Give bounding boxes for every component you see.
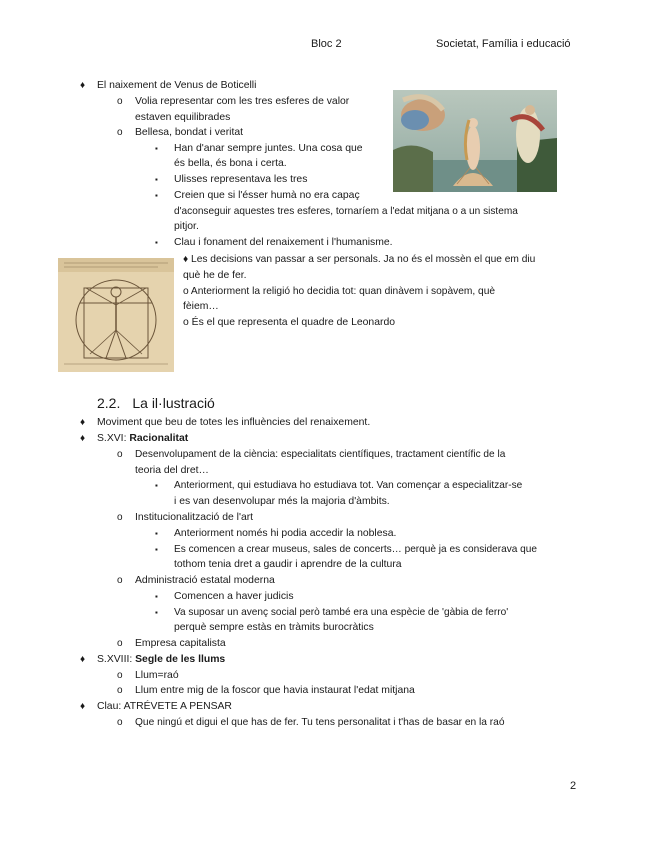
leo-line4: fèiem…	[183, 301, 219, 312]
square-bullet: ▪	[155, 529, 158, 538]
venus-b3-line3: pitjor.	[174, 221, 199, 232]
circle-bullet: o	[117, 670, 123, 681]
leo-line1: ♦ Les decisions van passar a ser personals. Ja no és el mossèn el que em diu	[183, 254, 536, 265]
venus-b1-line2: és bella, és bona i certa.	[174, 158, 287, 169]
square-bullet: ▪	[155, 238, 158, 247]
ningu-line: Que ningú et digui el que has de fer. Tu tens personalitat i t'has de basar en la raó	[135, 717, 505, 728]
sxviii-line	[97, 652, 225, 667]
square-bullet: ▪	[155, 175, 158, 184]
circle-bullet: o	[117, 96, 123, 107]
avenc-line2: perquè sempre estàs en tràmits burocràtics	[174, 622, 374, 633]
square-bullet: ▪	[155, 144, 158, 153]
ciencia-line1: Desenvolupament de la ciència: especialitats científiques, tractament científic de la	[135, 449, 506, 460]
llum2-line: Llum entre mig de la foscor que havia instaurat l'edat mitjana	[135, 685, 415, 696]
square-bullet: ▪	[155, 592, 158, 601]
anteriorment-line1: Anteriorment, qui estudiava ho estudiava tot. Van començar a especialitzar-se	[174, 480, 523, 491]
venus-b3-line2: d'aconseguir aquestes tres esferes, tornaríem a l'edat mitjana o a un sistema	[174, 206, 518, 217]
leo-line2: què he de fer.	[183, 270, 247, 281]
museus-line1: Es comencen a crear museus, sales de concerts… perquè ja es considerava que	[174, 544, 538, 555]
venus-b1-line1: Han d'anar sempre juntes. Una cosa que	[174, 143, 363, 154]
avenc-line1: Va suposar un avenç social però també era una espècie de 'gàbia de ferro'	[174, 607, 509, 618]
sxviii-bold: Segle de les llums	[135, 654, 226, 665]
square-bullet: ▪	[155, 481, 158, 490]
diamond-bullet: ♦	[80, 417, 86, 428]
page-number: 2	[570, 780, 577, 792]
vitruvian-man-image	[58, 258, 174, 372]
sxviii-prefix: S.XVIII:	[97, 654, 136, 665]
moviment-line: Moviment que beu de totes les influències del renaixement.	[97, 417, 371, 428]
square-bullet: ▪	[155, 191, 158, 200]
institucionalitzacio-line: Institucionalització de l'art	[135, 512, 254, 523]
section-title: La il·lustració	[132, 395, 215, 411]
square-bullet: ▪	[155, 608, 158, 617]
square-bullet: ▪	[155, 545, 158, 554]
venus-b4: Clau i fonament del renaixement i l'humanisme.	[174, 237, 393, 248]
venus-sub2: Bellesa, bondat i veritat	[135, 127, 244, 138]
header-block: Bloc 2	[311, 38, 342, 50]
circle-bullet: o	[117, 717, 123, 728]
sxvi-line	[97, 431, 188, 446]
diamond-bullet: ♦	[80, 701, 86, 712]
circle-bullet: o	[117, 449, 123, 460]
leo-line5: o És el que representa el quadre de Leonardo	[183, 317, 396, 328]
diamond-bullet: ♦	[80, 80, 86, 91]
venus-sub1-line1: Volia representar com les tres esferes de valor	[135, 96, 350, 107]
anteriorment-line2: i es van desenvolupar més la majoria d'àmbits.	[174, 496, 390, 507]
circle-bullet: o	[117, 685, 123, 696]
venus-b3-line1: Creien que si l'ésser humà no era capaç	[174, 190, 360, 201]
ciencia-line2: teoria del dret…	[135, 465, 209, 476]
circle-bullet: o	[117, 512, 123, 523]
noblesa-line: Anteriorment només hi podia accedir la noblesa.	[174, 528, 397, 539]
diamond-bullet: ♦	[80, 654, 86, 665]
venus-title: El naixement de Venus de Boticelli	[97, 80, 257, 91]
sxvi-prefix: S.XVI:	[97, 433, 130, 444]
circle-bullet: o	[117, 638, 123, 649]
diamond-bullet: ♦	[80, 433, 86, 444]
header-subject: Societat, Família i educació	[436, 38, 571, 50]
museus-line2: tothom tenia dret a gaudir i aprendre de la cultura	[174, 559, 402, 570]
circle-bullet: o	[117, 127, 123, 138]
birth-of-venus-image	[393, 90, 557, 192]
leo-line3: o Anteriorment la religió ho decidia tot: quan dinàvem i sopàvem, què	[183, 286, 496, 297]
venus-b2: Ulisses representava les tres	[174, 174, 308, 185]
clau-line: Clau: ATRÉVETE A PENSAR	[97, 701, 232, 712]
judicis-line: Comencen a haver judicis	[174, 591, 294, 602]
venus-sub1-line2: estaven equilibrades	[135, 112, 231, 123]
administracio-line: Administració estatal moderna	[135, 575, 275, 586]
circle-bullet: o	[117, 575, 123, 586]
section-heading	[97, 395, 215, 411]
sxvi-bold: Racionalitat	[129, 433, 189, 444]
section-number: 2.2.	[97, 395, 121, 411]
llum-line: Llum=raó	[135, 670, 179, 681]
empresa-line: Empresa capitalista	[135, 638, 226, 649]
